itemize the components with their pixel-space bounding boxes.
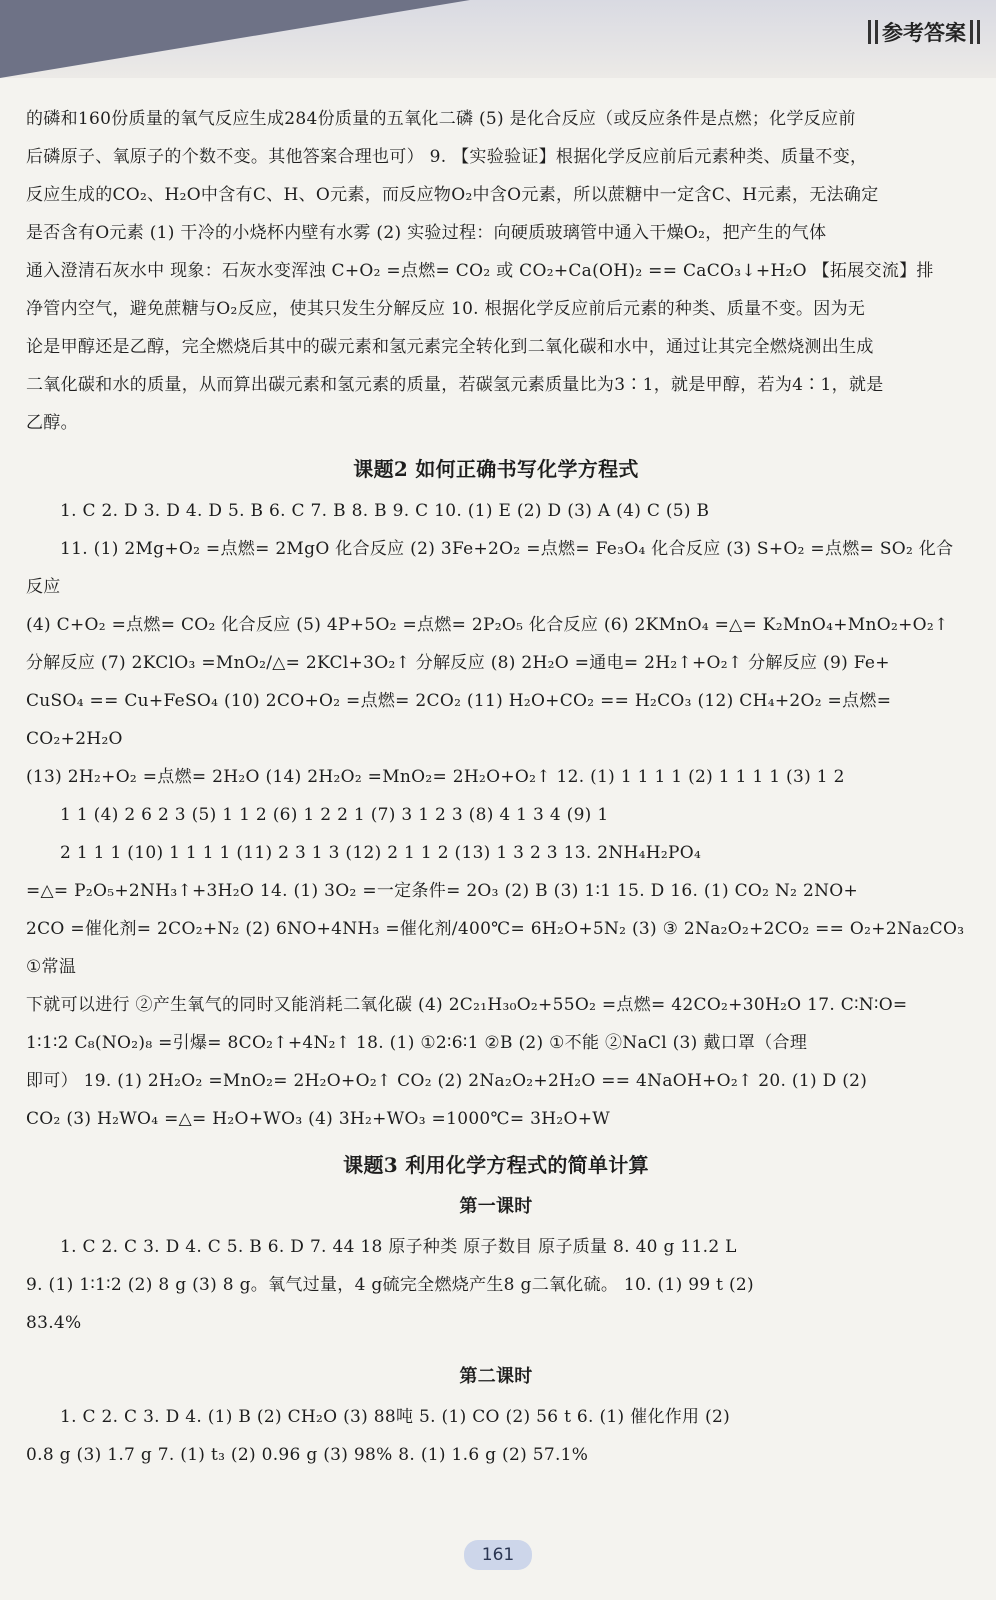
section-title-lesson3: 课题3 利用化学方程式的简单计算: [343, 1153, 649, 1177]
text-line: 11. (1) 2Mg+O₂ =点燃= 2MgO 化合反应 (2) 3Fe+2O₂ =点燃= Fe₃O₄ 化合反应 (3) S+O₂ =点燃= SO₂ 化合反应: [26, 539, 954, 597]
text-line: 1∶1∶2 C₈(NO₂)₈ =引爆= 8CO₂↑+4N₂↑ 18. (1) ①2∶6∶1 ②B (2) ①不能 ②NaCl (3) 戴口罩（合理: [26, 1033, 808, 1053]
text-line: 通入澄清石灰水中 现象：石灰水变浑浊 C+O₂ =点燃= CO₂ 或 CO₂+Ca(OH)₂ == CaCO₃↓+H₂O 【拓展交流】排: [26, 261, 934, 281]
text-line: 二氧化碳和水的质量，从而算出碳元素和氢元素的质量，若碳氢元素质量比为3∶1，就是甲醇，若为4∶1，就是: [26, 375, 884, 395]
tag-bar-left: [868, 20, 871, 44]
text-line: 的磷和160份质量的氧气反应生成284份质量的五氧化二磷 (5) 是化合反应（或反应条件是点燃；化学反应前: [26, 109, 856, 129]
tag-bar-right-2: [977, 20, 980, 44]
page-number: 161: [464, 1540, 532, 1570]
text-line: 1. C 2. C 3. D 4. (1) B (2) CH₂O (3) 88吨 5. (1) CO (2) 56 t 6. (1) 催化作用 (2): [60, 1407, 731, 1427]
answer-content: [26, 100, 966, 1474]
text-line: 论是甲醇还是乙醇，完全燃烧后其中的碳元素和氢元素完全转化到二氧化碳和水中，通过让其完全燃烧测出生成: [26, 337, 874, 357]
section-title-lesson2: 课题2 如何正确书写化学方程式: [353, 457, 639, 481]
text-line: 0.8 g (3) 1.7 g 7. (1) t₃ (2) 0.96 g (3) 98% 8. (1) 1.6 g (2) 57.1%: [26, 1445, 589, 1465]
text-line: 分解反应 (7) 2KClO₃ =MnO₂/△= 2KCl+3O₂↑ 分解反应 (8) 2H₂O =通电= 2H₂↑+O₂↑ 分解反应 (9) Fe+: [26, 653, 890, 673]
text-line: 是否含有O元素 (1) 干冷的小烧杯内壁有水雾 (2) 实验过程：向硬质玻璃管中通入干燥O₂，把产生的气体: [26, 223, 827, 243]
subsection-title-period1: 第一课时: [459, 1196, 533, 1217]
text-line: 83.4%: [26, 1313, 82, 1333]
answer-key-tag: [868, 14, 980, 50]
text-line: 9. (1) 1∶1∶2 (2) 8 g (3) 8 g。氧气过量，4 g硫完全燃烧产生8 g二氧化硫。 10. (1) 99 t (2): [26, 1275, 754, 1295]
text-line: 反应生成的CO₂、H₂O中含有C、H、O元素，而反应物O₂中含O元素，所以蔗糖中一定含C、H元素，无法确定: [26, 185, 879, 205]
text-line: 2CO =催化剂= 2CO₂+N₂ (2) 6NO+4NH₃ =催化剂/400℃= 6H₂O+5N₂ (3) ③ 2Na₂O₂+2CO₂ == O₂+2Na₂CO₃ ①常温: [26, 919, 965, 977]
text-line: =△= P₂O₅+2NH₃↑+3H₂O 14. (1) 3O₂ =一定条件= 2O₃ (2) B (3) 1∶1 15. D 16. (1) CO₂ N₂ 2NO+: [26, 881, 859, 901]
text-line: 1 1 (4) 2 6 2 3 (5) 1 1 2 (6) 1 2 2 1 (7) 3 1 2 3 (8) 4 1 3 4 (9) 1: [60, 805, 609, 825]
text-line: CO₂ (3) H₂WO₄ =△= H₂O+WO₃ (4) 3H₂+WO₃ =1000℃= 3H₂O+W: [26, 1109, 611, 1129]
text-line: 1. C 2. C 3. D 4. C 5. B 6. D 7. 44 18 原子种类 原子数目 原子质量 8. 40 g 11.2 L: [60, 1237, 737, 1257]
text-line: 后磷原子、氧原子的个数不变。其他答案合理也可） 9. 【实验验证】根据化学反应前后元素种类、质量不变，: [26, 147, 868, 167]
text-line: (4) C+O₂ =点燃= CO₂ 化合反应 (5) 4P+5O₂ =点燃= 2P₂O₅ 化合反应 (6) 2KMnO₄ =△= K₂MnO₄+MnO₂+O₂↑: [26, 615, 949, 635]
tag-bar-right: [970, 20, 973, 44]
text-line: 净管内空气，避免蔗糖与O₂反应，使其只发生分解反应 10. 根据化学反应前后元素的种类、质量不变。因为无: [26, 299, 866, 319]
text-line: CuSO₄ == Cu+FeSO₄ (10) 2CO+O₂ =点燃= 2CO₂ (11) H₂O+CO₂ == H₂CO₃ (12) CH₄+2O₂ =点燃= CO₂+2H₂O: [26, 691, 892, 749]
text-line: 下就可以进行 ②产生氧气的同时又能消耗二氧化碳 (4) 2C₂₁H₃₀O₂+55O₂ =点燃= 42CO₂+30H₂O 17. C∶N∶O=: [26, 995, 908, 1015]
text-line: 1. C 2. D 3. D 4. D 5. B 6. C 7. B 8. B 9. C 10. (1) E (2) D (3) A (4) C (5) B: [60, 501, 710, 521]
text-line: 2 1 1 1 (10) 1 1 1 1 (11) 2 3 1 3 (12) 2 1 1 2 (13) 1 3 2 3 13. 2NH₄H₂PO₄: [60, 843, 702, 863]
text-line: 乙醇。: [26, 413, 78, 433]
tag-label: 参考答案: [882, 21, 966, 45]
spacer: [26, 1342, 966, 1356]
subsection-title-period2: 第二课时: [459, 1366, 533, 1387]
text-line: 即可） 19. (1) 2H₂O₂ =MnO₂= 2H₂O+O₂↑ CO₂ (2) 2Na₂O₂+2H₂O == 4NaOH+O₂↑ 20. (1) D (2): [26, 1071, 868, 1091]
text-line: (13) 2H₂+O₂ =点燃= 2H₂O (14) 2H₂O₂ =MnO₂= 2H₂O+O₂↑ 12. (1) 1 1 1 1 (2) 1 1 1 1 (3) 1 2: [26, 767, 845, 787]
tag-bar-left-2: [875, 20, 878, 44]
